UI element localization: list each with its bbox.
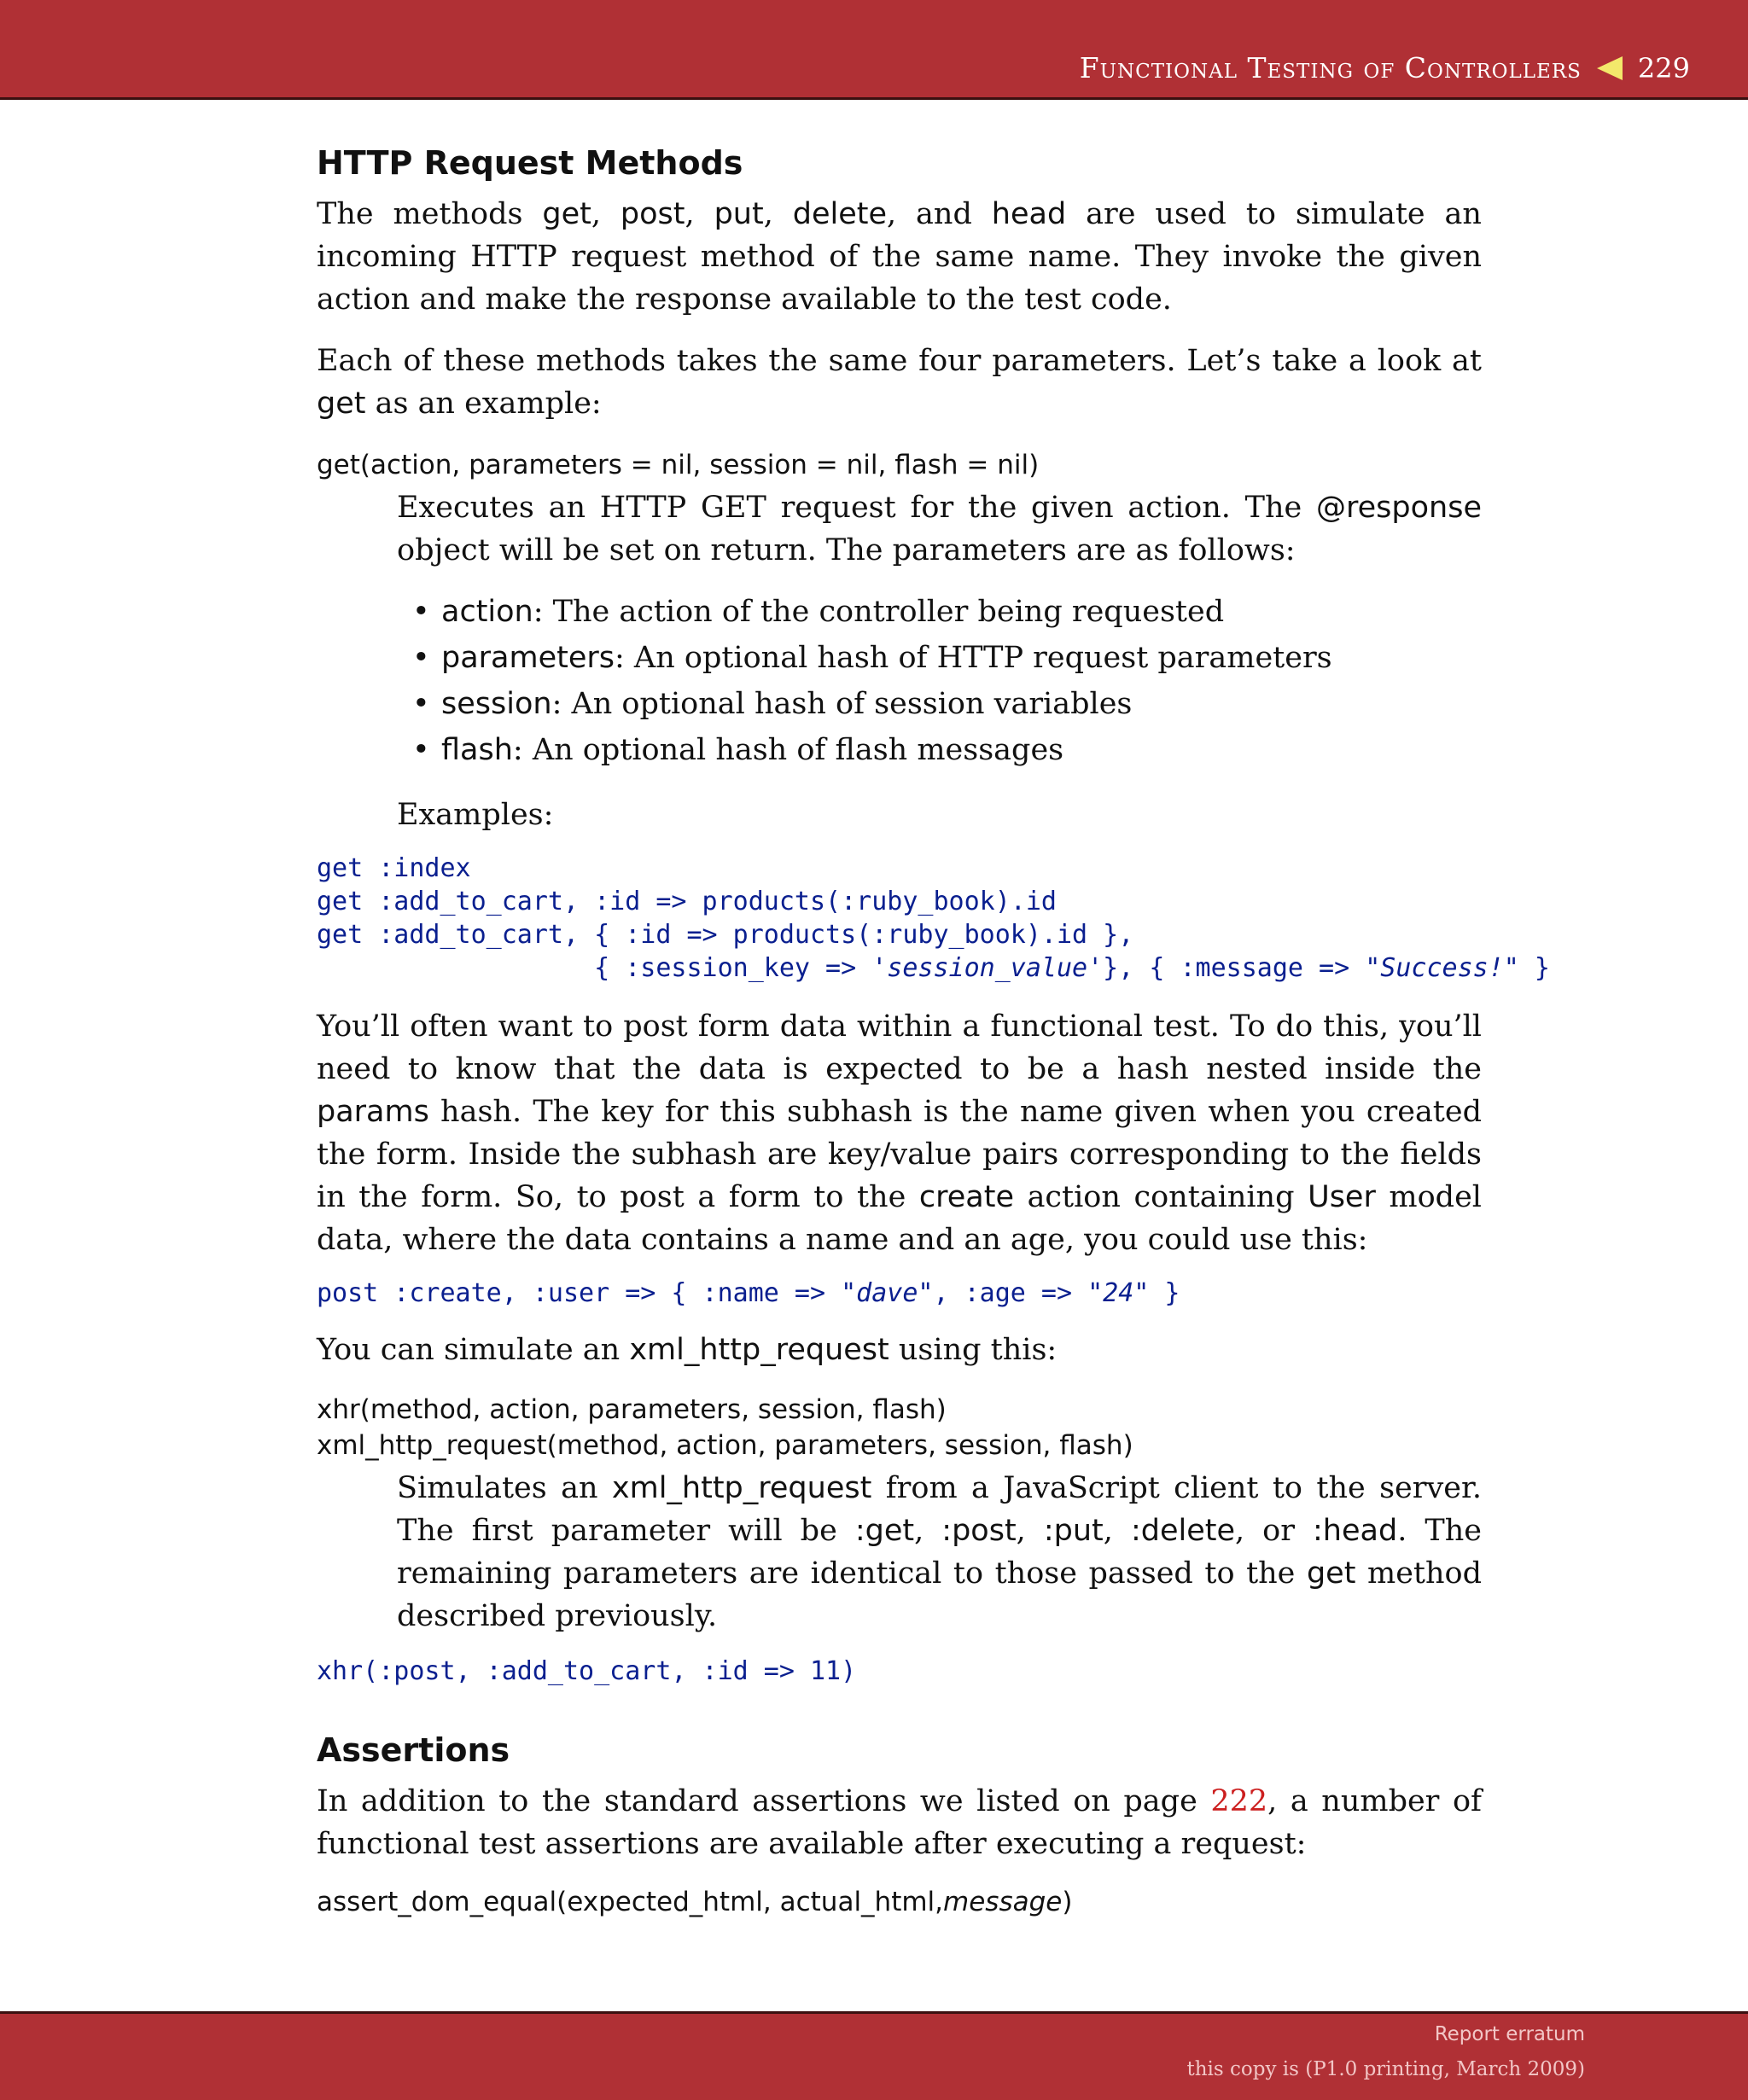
list-item: • session: An optional hash of session variables — [441, 681, 1482, 727]
page-header — [0, 0, 1748, 100]
printing-info: this copy is (P1.0 printing, March 2009) — [1186, 2058, 1585, 2080]
page-footer — [0, 2011, 1748, 2100]
list-item: • action: The action of the controller being requested — [441, 589, 1482, 635]
paragraph-methods: The methods get, post, put, delete, and head are used to simulate an incoming HTTP request method of the same name. They invoke the given action and make the response available to the test code. — [317, 197, 1482, 317]
page-content — [317, 142, 1550, 1920]
parameter-list — [317, 589, 1482, 773]
definition-xhr-signature: xhr(method, action, parameters, session, flash) — [317, 1394, 947, 1425]
code-block-post-create: post :create, :user => { :name => "dave", :age => "24" } — [317, 1278, 1180, 1308]
header-right — [1080, 51, 1690, 84]
page-reference-link[interactable]: 222 — [1210, 1784, 1268, 1818]
report-erratum-link[interactable]: Report erratum — [1434, 2023, 1585, 2045]
definition-get-description: Executes an HTTP GET request for the given action. The @response object will be set on return. The parameters are as follows: — [397, 491, 1482, 567]
paragraph-form-data: You’ll often want to post form data within a functional test. To do this, you’ll need to know that the data is expected to be a hash nested inside the params hash. The key for this subhash is the name given when you created the form. Inside the subhash are key/value pairs corresponding to the fields in the form. So, to post a form to the create action containing User model data, where the data contains a name and an age, you could use this: — [317, 1009, 1482, 1257]
prev-page-triangle-icon[interactable] — [1597, 56, 1623, 80]
code-block-xhr-example: xhr(:post, :add_to_cart, :id => 11) — [317, 1656, 857, 1686]
code-block-get-examples: get :index get :add_to_cart, :id => products(:ruby_book).id get :add_to_cart, { :id => products(:ruby_book).id }, { :session_key => 'session_value'}, { :message => "Success!" } — [317, 853, 1550, 983]
chapter-title: Functional Testing of Controllers — [1079, 51, 1582, 84]
definition-xml-http-request-signature: xml_http_request(method, action, parameters, session, flash) — [317, 1430, 1133, 1461]
definition-xhr-description: Simulates an xml_http_request from a JavaScript client to the server. The first parameter will be :get, :post, :put, :delete, or :head. The remaining parameters are identical to those passed to the get method described previously. — [397, 1471, 1482, 1633]
definition-assert-dom-equal: assert_dom_equal(expected_html, actual_html,message) — [317, 1887, 1073, 1917]
page-number: 229 — [1637, 51, 1690, 84]
definition-get-signature: get(action, parameters = nil, session = nil, flash = nil) — [317, 450, 1040, 480]
list-item: • flash: An optional hash of flash messages — [441, 727, 1482, 773]
examples-label: Examples: — [397, 798, 554, 832]
list-item: • parameters: An optional hash of HTTP request parameters — [441, 635, 1482, 681]
section-heading-http-request-methods: HTTP Request Methods — [317, 144, 743, 182]
paragraph-xhr-intro: You can simulate an xml_http_request using this: — [317, 1333, 1058, 1367]
paragraph-assertions: In addition to the standard assertions we listed on page 222, a number of functional test assertions are available after executing a request: — [317, 1784, 1483, 1861]
paragraph-parameters-intro: Each of these methods takes the same four parameters. Let’s take a look at get as an example: — [317, 344, 1482, 421]
section-heading-assertions: Assertions — [317, 1731, 510, 1769]
